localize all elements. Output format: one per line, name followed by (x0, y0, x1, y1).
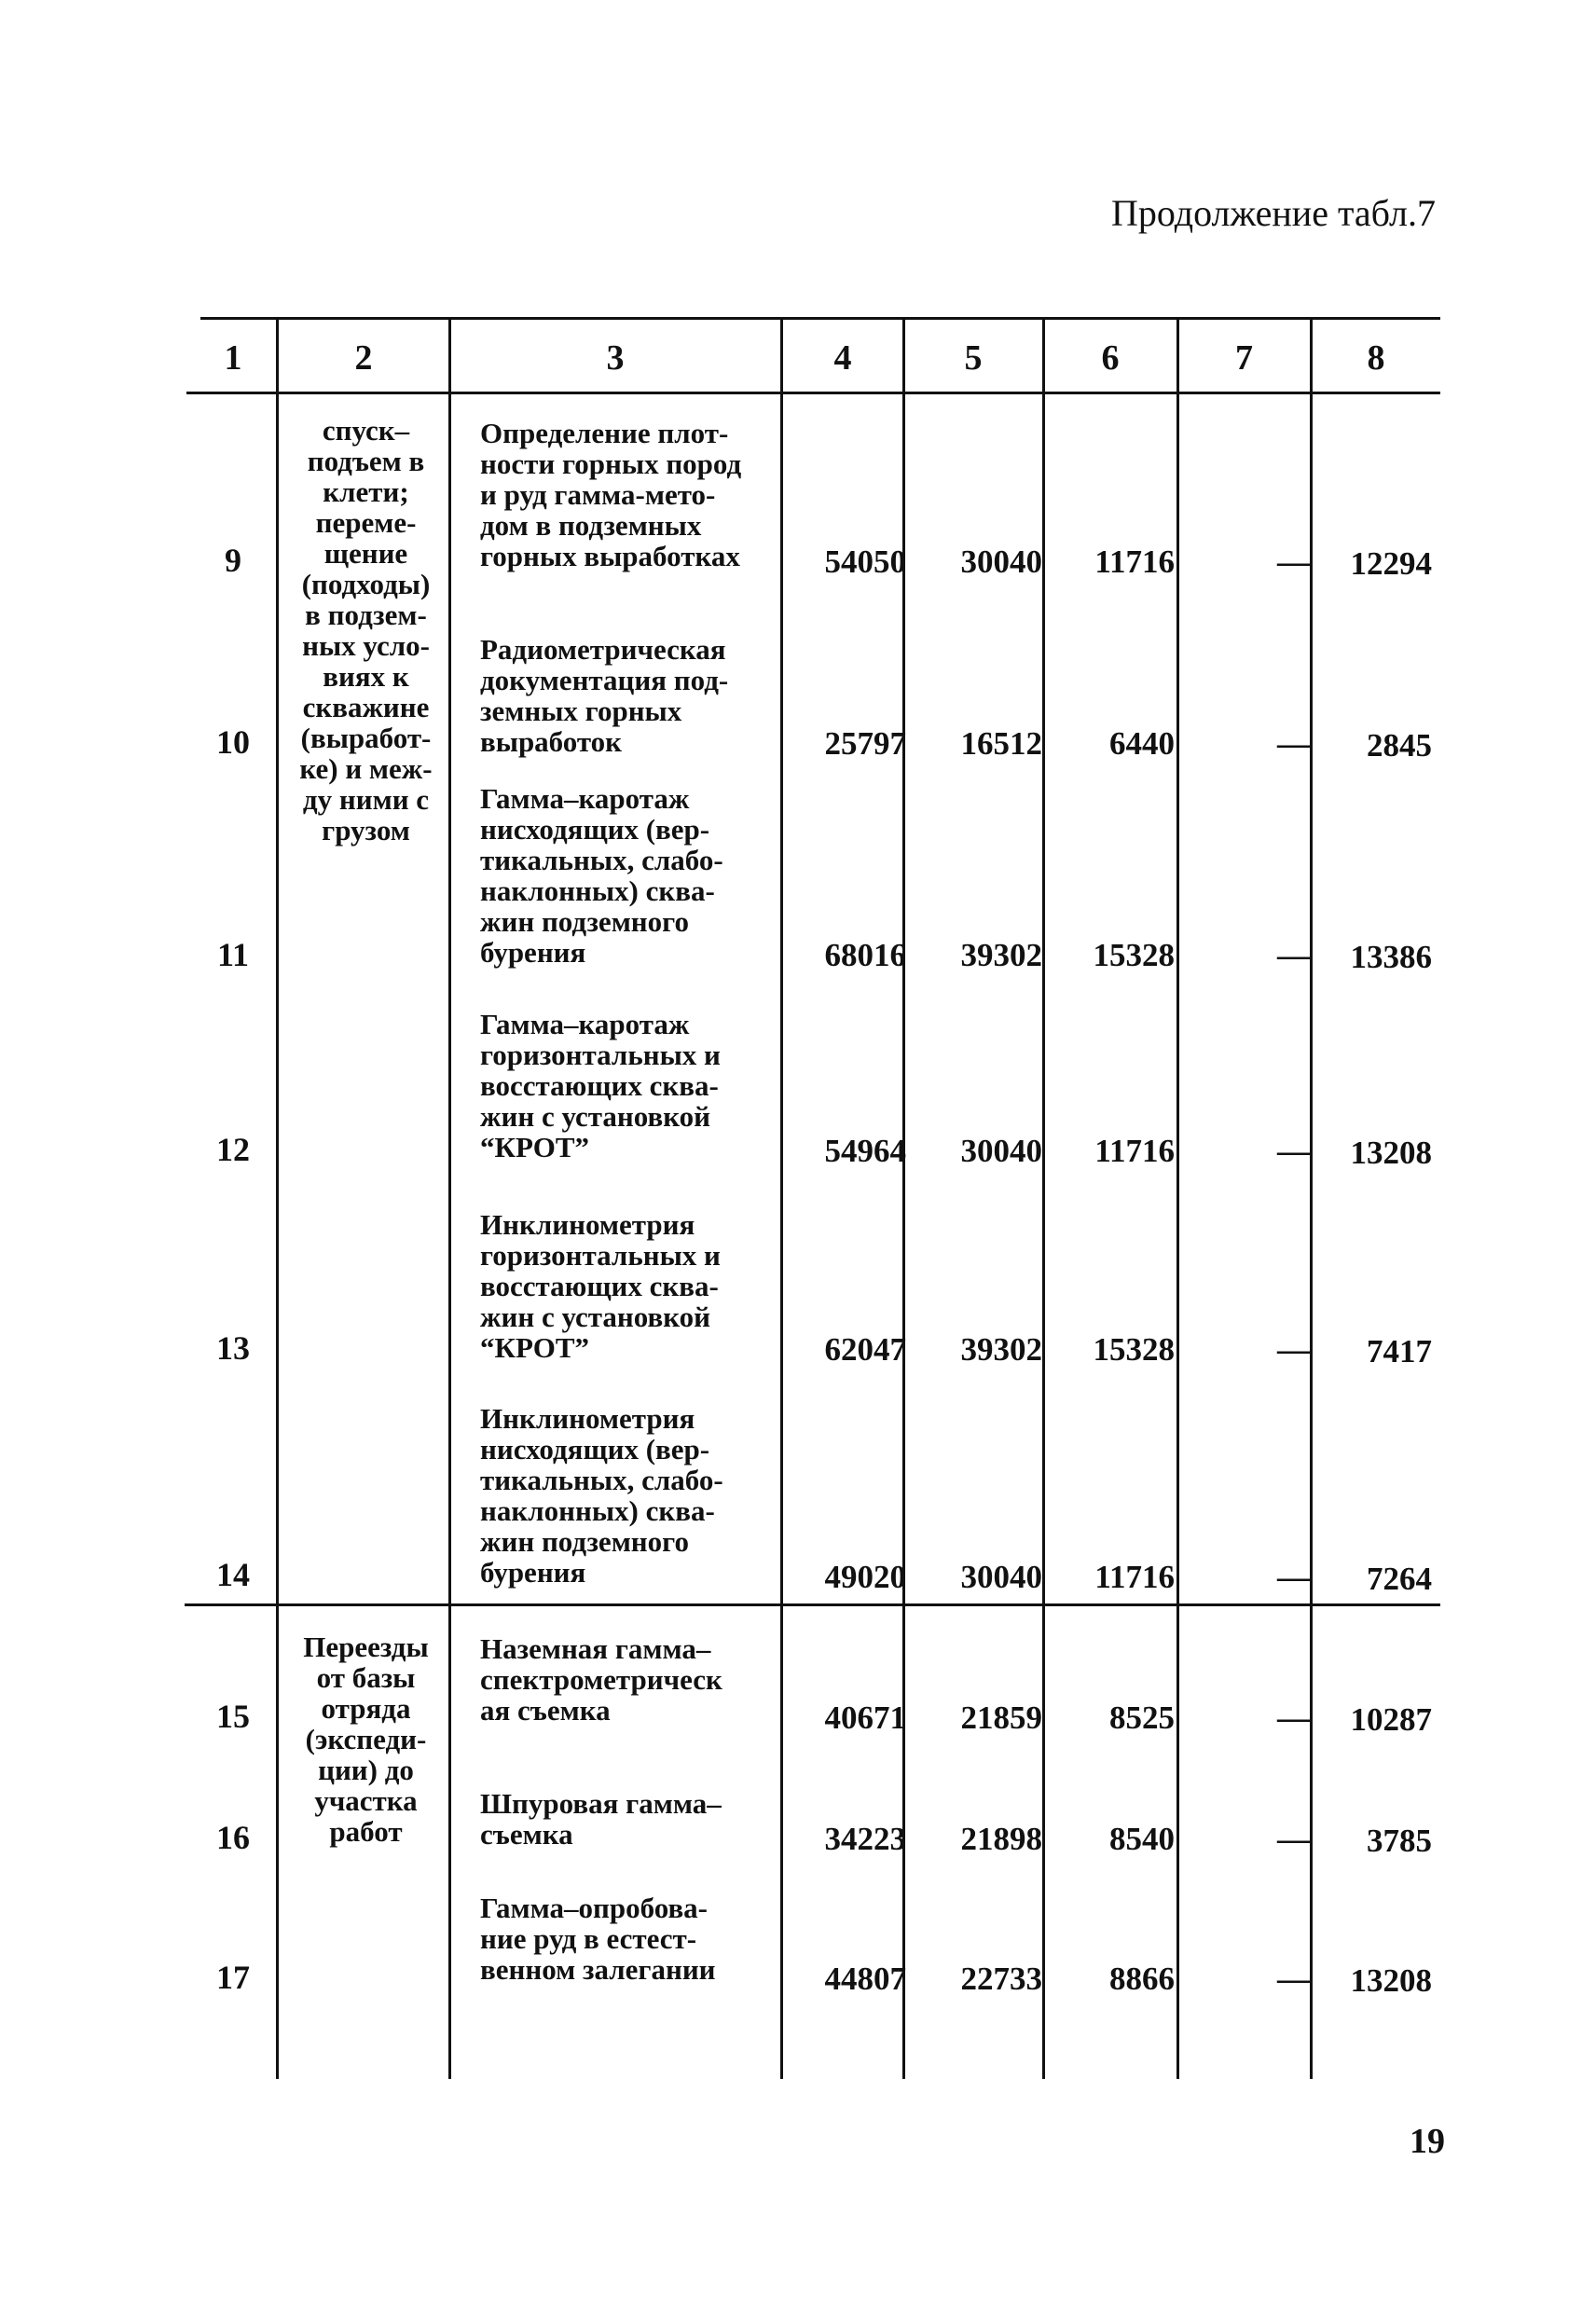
column-divider (902, 317, 905, 2079)
work-description: Шпуровая гамма– съемка (480, 1787, 722, 1851)
row-number: 14 (216, 1556, 250, 1593)
column-header-8: 8 (1367, 338, 1385, 378)
work-description: Гамма–каротаж горизонтальных и восстающих сква- жин с установкой “КРОТ” (480, 1008, 721, 1163)
work-description: Наземная гамма– спектрометрическ ая съемка (480, 1632, 722, 1727)
cell-col7: — (1277, 1559, 1310, 1595)
cell-col6: 6440 (1109, 725, 1175, 762)
cell-col8: 2845 (1367, 727, 1432, 764)
group-label-underground: спуск– подъем в клети; переме- щение (подходы) в подзем- ных усло- виях к скважине (выработ- ке) и меж- ду ними с грузом (299, 414, 433, 846)
column-header-7: 7 (1235, 338, 1253, 378)
header-bottom-rule (186, 392, 1440, 394)
cell-col7: — (1277, 1700, 1310, 1736)
cell-col8: 13386 (1350, 939, 1432, 975)
cell-col7: — (1277, 1133, 1310, 1169)
column-header-4: 4 (833, 338, 852, 378)
cell-col4: 40671 (824, 1700, 906, 1736)
work-description: Определение плот- ности горных пород и руд гамма-мето- дом в подземных горных выработках (480, 417, 742, 572)
column-header-1: 1 (224, 338, 242, 378)
cell-col4: 49020 (824, 1559, 906, 1595)
cell-col5: 30040 (960, 1559, 1042, 1595)
column-header-5: 5 (964, 338, 983, 378)
row-number: 9 (225, 542, 241, 579)
work-description: Инклинометрия горизонтальных и восстающих сква- жин с установкой “КРОТ” (480, 1208, 721, 1364)
table-continuation-heading: Продолжение табл.7 (1111, 192, 1436, 234)
cell-col6: 15328 (1093, 937, 1175, 973)
cell-col4: 54050 (824, 544, 906, 580)
cell-col6: 8866 (1109, 1961, 1175, 1997)
column-header-6: 6 (1101, 338, 1120, 378)
cell-col5: 30040 (960, 544, 1042, 580)
cell-col4: 62047 (824, 1331, 906, 1368)
cell-col5: 16512 (960, 725, 1042, 762)
cell-col5: 39302 (960, 1331, 1042, 1368)
work-description: Инклинометрия нисходящих (вер- тикальных, слабо- наклонных) сква- жин подземного бурения (480, 1402, 723, 1589)
cell-col5: 22733 (960, 1961, 1042, 1997)
row-number: 10 (216, 723, 250, 761)
cell-col4: 44807 (824, 1961, 906, 1997)
column-divider (276, 317, 279, 2079)
cell-col6: 11716 (1094, 1559, 1175, 1595)
cell-col8: 7264 (1367, 1561, 1432, 1597)
cell-col4: 25797 (824, 725, 906, 762)
column-divider (780, 317, 783, 2079)
cell-col8: 7417 (1367, 1333, 1432, 1369)
column-header-2: 2 (354, 338, 373, 378)
cell-col8: 13208 (1350, 1135, 1432, 1171)
row-number: 12 (216, 1131, 250, 1168)
page-number: 19 (1410, 2122, 1445, 2161)
column-divider (1310, 317, 1313, 2079)
cell-col5: 30040 (960, 1133, 1042, 1169)
cell-col8: 13208 (1350, 1962, 1432, 1999)
table-top-rule (200, 317, 1440, 320)
cell-col8: 10287 (1350, 1701, 1432, 1738)
cell-col6: 11716 (1094, 1133, 1175, 1169)
section-divider-rule (185, 1603, 1440, 1606)
cell-col4: 34223 (824, 1821, 906, 1857)
group-label-transfers: Переезды от базы отряда (экспеди- ции) до участка работ (303, 1631, 429, 1848)
cell-col6: 15328 (1093, 1331, 1175, 1368)
cell-col6: 8540 (1109, 1821, 1175, 1857)
row-number: 13 (216, 1329, 250, 1367)
row-number: 16 (216, 1819, 250, 1856)
cell-col4: 54964 (824, 1133, 906, 1169)
cell-col7: — (1277, 1821, 1310, 1857)
cell-col4: 68016 (824, 937, 906, 973)
work-description: Гамма–каротаж нисходящих (вер- тикальных, слабо- наклонных) сква- жин подземного бурения (480, 782, 723, 969)
cell-col5: 21859 (960, 1700, 1042, 1736)
cell-col8: 3785 (1367, 1823, 1432, 1859)
cell-col7: — (1277, 1331, 1310, 1368)
cell-col7: — (1277, 937, 1310, 973)
cell-col6: 8525 (1109, 1700, 1175, 1736)
cell-col8: 12294 (1350, 545, 1432, 582)
row-number: 15 (216, 1698, 250, 1735)
cell-col5: 21898 (960, 1821, 1042, 1857)
cell-col6: 11716 (1094, 544, 1175, 580)
work-description: Гамма–опробова- ние руд в естест- венном залегании (480, 1892, 716, 1986)
work-description: Радиометрическая документация под- земных горных выработок (480, 633, 729, 758)
column-header-3: 3 (606, 338, 625, 378)
column-divider (1042, 317, 1045, 2079)
row-number: 11 (216, 936, 249, 973)
row-number: 17 (216, 1959, 250, 1996)
column-divider (1176, 317, 1179, 2079)
cell-col7: — (1277, 725, 1310, 762)
cell-col7: — (1277, 544, 1310, 580)
cell-col5: 39302 (960, 937, 1042, 973)
cell-col7: — (1277, 1961, 1310, 1997)
